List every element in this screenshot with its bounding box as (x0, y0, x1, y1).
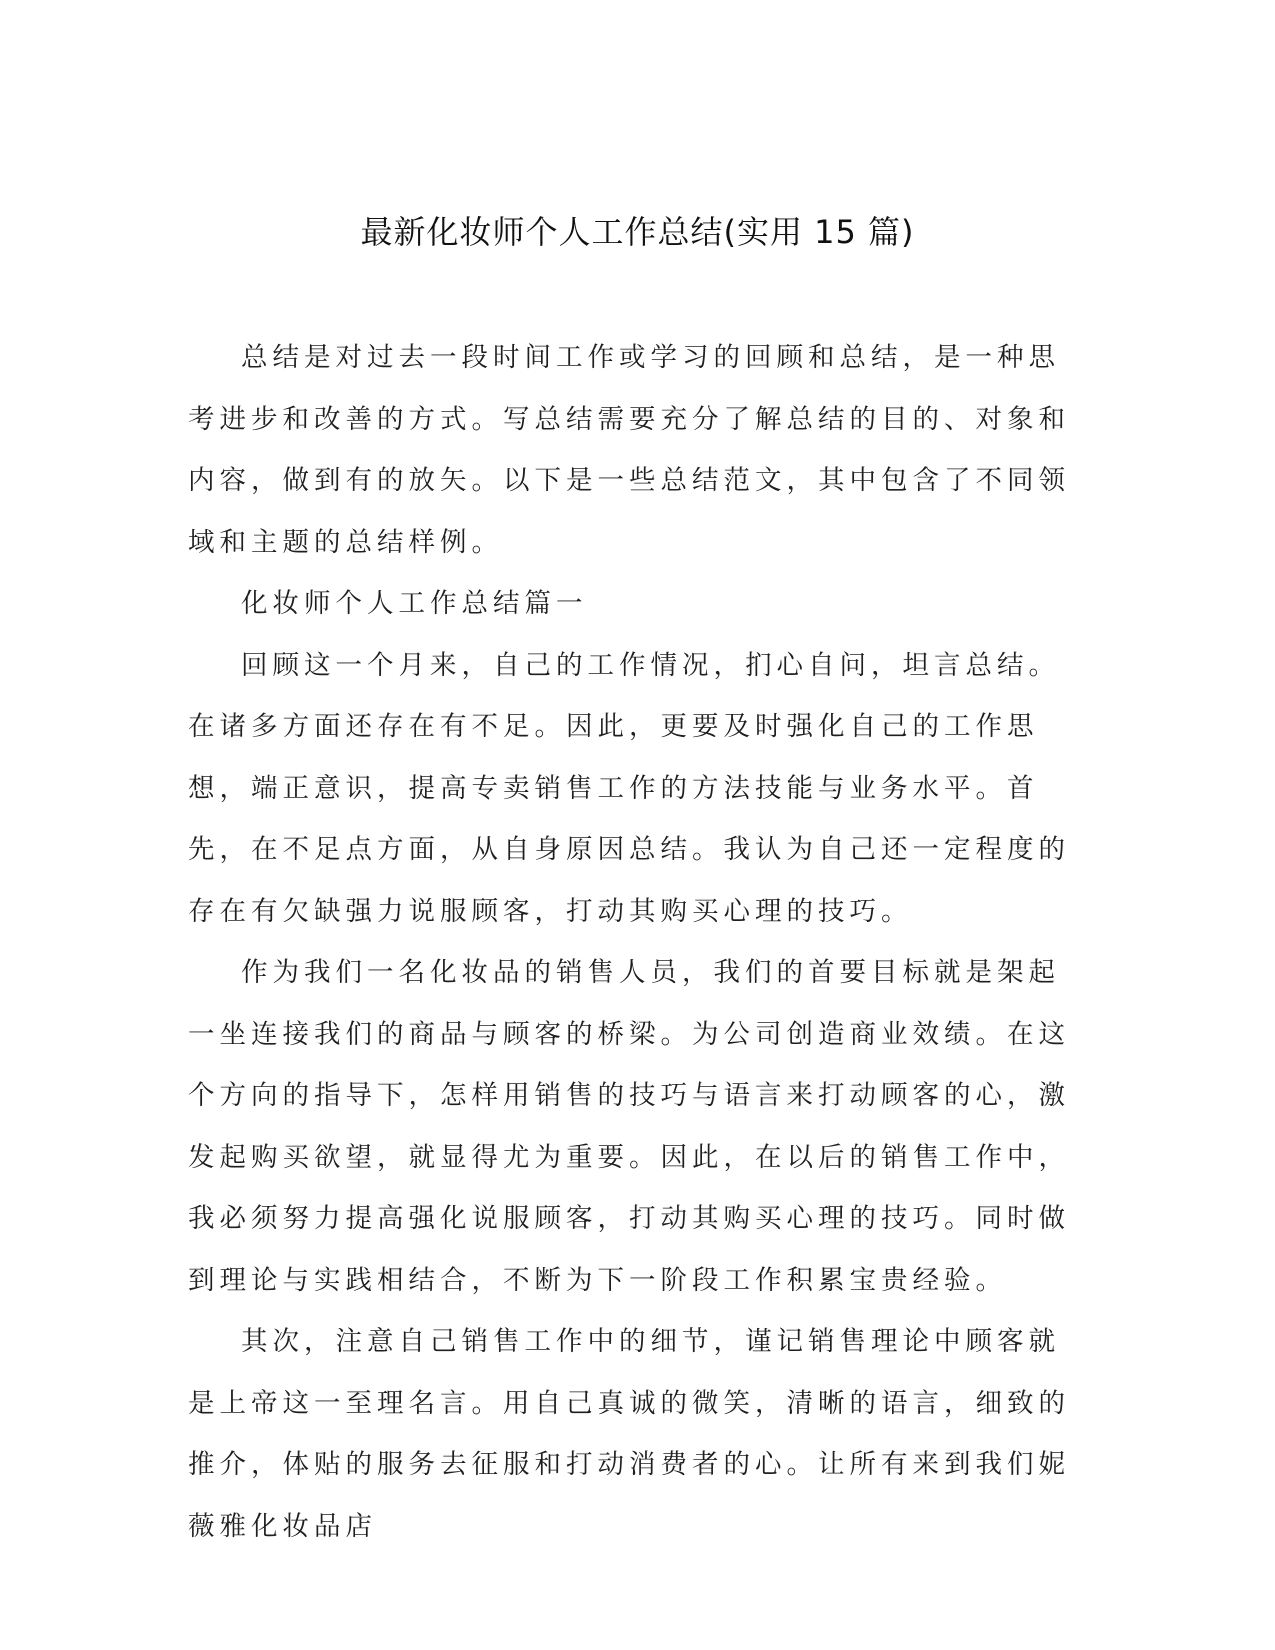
body-paragraph: 回顾这一个月来，自己的工作情况，扪心自问，坦言总结。在诸多方面还存在有不足。因此，更要及时强化自己的工作思想，端正意识，提高专卖销售工作的方法技能与业务水平。首先，在不足点方面，从自身原因总结。我认为自己还一定程度的存在有欠缺强力说服顾客，打动其购买心理的技巧。 (188, 649, 1070, 927)
document-title: 最新化妆师个人工作总结(实用 15 篇) (360, 213, 915, 251)
section-heading: 化妆师个人工作总结篇一 (241, 588, 588, 619)
body-paragraph: 其次，注意自己销售工作中的细节，谨记销售理论中顾客就是上帝这一至理名言。用自己真诚的微笑，清晰的语言，细致的推介，体贴的服务去征服和打动消费者的心。让所有来到我们妮薇雅化妆品店 (188, 1326, 1070, 1542)
intro-paragraph: 总结是对过去一段时间工作或学习的回顾和总结，是一种思考进步和改善的方式。写总结需要充分了解总结的目的、对象和内容，做到有的放矢。以下是一些总结范文，其中包含了不同领域和主题的总结样例。 (188, 342, 1070, 558)
document-body (188, 327, 1088, 1557)
body-paragraph: 作为我们一名化妆品的销售人员，我们的首要目标就是架起一坐连接我们的商品与顾客的桥梁。为公司创造商业效绩。在这个方向的指导下，怎样用销售的技巧与语言来打动顾客的心，激发起购买欲望，就显得尤为重要。因此，在以后的销售工作中，我必须努力提高强化说服顾客，打动其购买心理的技巧。同时做到理论与实践相结合，不断为下一阶段工作积累宝贵经验。 (188, 957, 1070, 1296)
